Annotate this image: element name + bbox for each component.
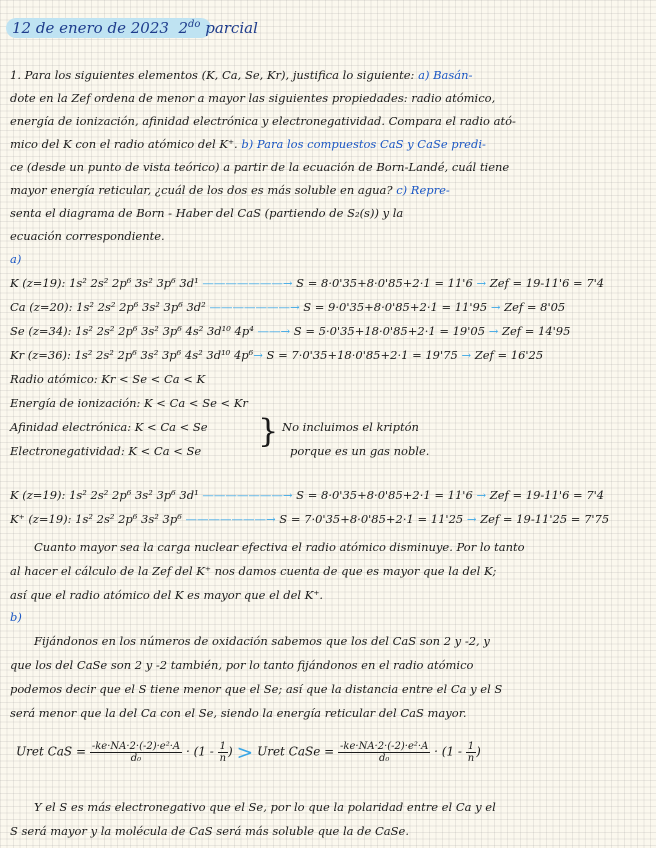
brace-icon: } (258, 412, 279, 450)
conclusion-line-1: Cuanto mayor sea la carga nuclear efectiva el radio atómico disminuye. Por lo tanto (34, 540, 525, 554)
b-paragraph-line-4: será menor que la del Ca con el Se, siendo la energía reticular del CaS mayor. (10, 706, 467, 720)
radio-order: Radio atómico: Kr < Se < Ca < K (10, 372, 206, 386)
config-row-ca: Ca (z=20): 1s² 2s² 2p⁶ 3s² 3p⁶ 3d² ———————→ S = 9·0'35+8·0'85+2·1 = 11'95 → Zef = 8'05 (10, 300, 566, 314)
arrow-icon: → (488, 324, 499, 338)
exam-label: parcial (205, 19, 258, 37)
question-line-6: mayor energía reticular, ¿cuál de los dos es más soluble en agua? c) Repre- (10, 183, 450, 197)
electronegativity-order: Electronegatividad: K < Ca < Se (10, 444, 202, 458)
greater-than-icon: > (236, 740, 254, 764)
section-b-label: b) (10, 610, 22, 624)
section-a-label: a) (10, 252, 22, 266)
question-line-4: mico del K con el radio atómico del K⁺. b) Para los compuestos CaS y CaSe predi- (10, 137, 486, 151)
final-line-2: S será mayor y la molécula de CaS será más soluble que la de CaSe. (10, 824, 409, 838)
krypton-note-1: No incluimos el kriptón (282, 420, 419, 434)
question-line-2: dote en la Zef ordena de menor a mayor las siguientes propiedades: radio atómico, (10, 91, 496, 105)
arrow-icon: → (476, 488, 487, 502)
arrow-icon: → (461, 348, 472, 362)
arrow-icon: → (490, 300, 501, 314)
arrow-icon: → (466, 512, 477, 526)
question-line-5: ce (desde un punto de vista teórico) a partir de la ecuación de Born-Landé, cuál tiene (10, 160, 510, 174)
fraction-cas: $\frac{\text{-ke·NA·2·(-2)·e²·A}}{\text{d₀}}$ (91, 740, 181, 764)
compare-row-k-ion: K⁺ (z=19): 1s² 2s² 2p⁶ 3s² 3p⁶ ———————→ S = 7·0'35+8·0'85+2·1 = 11'25 → Zef = 19-11'25 = 7'75 (10, 512, 610, 526)
u-ret-cas-label: Uret CaS (16, 744, 73, 759)
question-part-a: a) Basán- (418, 68, 473, 82)
config-row-k: K (z=19): 1s² 2s² 2p⁶ 3s² 3p⁶ 3d¹ ———————→ S = 8·0'35+8·0'85+2·1 = 11'6 → Zef = 19-11'6 = 7'4 (10, 276, 605, 290)
config-row-kr: Kr (z=36): 1s² 2s² 2p⁶ 3s² 3p⁶ 4s² 3d¹⁰ 4p⁶→ S = 7·0'35+18·0'85+2·1 = 19'75 → Zef = 16'25 (10, 348, 544, 362)
arrow-icon: ———————→ (185, 512, 276, 526)
compare-row-k: K (z=19): 1s² 2s² 2p⁶ 3s² 3p⁶ 3d¹ ———————→ S = 8·0'35+8·0'85+2·1 = 11'6 → Zef = 19-11'6 = 7'4 (10, 488, 605, 502)
affinity-order: Afinidad electrónica: K < Ca < Se (10, 420, 208, 434)
u-ret-case-label: Uret CaSe (257, 744, 321, 759)
b-paragraph-line-1: Fijándonos en los números de oxidación sabemos que los del CaS son 2 y -2, y (34, 634, 490, 648)
question-part-c: c) Repre- (396, 183, 450, 197)
conclusion-line-2: al hacer el cálculo de la Zef del K⁺ nos damos cuenta de que es mayor que la del K; (10, 564, 497, 578)
question-line-1: 1. Para los siguientes elementos (K, Ca, Se, Kr), justifica lo siguiente: a) Basán- (10, 68, 473, 82)
question-line-7: senta el diagrama de Born - Haber del CaS (partiendo de S₂(s)) y la (10, 206, 404, 220)
born-lande-comparison: Uret CaS = $\frac{\text{-ke·NA·2·(-2)·e²·A}}{\text{d₀}}$ · (1 - $\frac{1}{n}$ ) > Uret CaSe = $\frac{\text{-ke·NA·2·(-2)·e²·A}}{\text{d₀}}$ · (1 - $\frac{1}{n}$ ) (16, 740, 481, 764)
question-line-3: energía de ionización, afinidad electrónica y electronegatividad. Compara el radio ató- (10, 114, 516, 128)
fraction-n-cas: $\frac{1}{n}$ (219, 740, 227, 764)
question-line-8: ecuación correspondiente. (10, 229, 165, 243)
b-paragraph-line-3: podemos decir que el S tiene menor que el Se; así que la distancia entre el Ca y el S (10, 682, 503, 696)
arrow-icon: ———————→ (209, 300, 300, 314)
exam-number-sup: do (188, 19, 201, 30)
exam-date: 12 de enero de 2023 (12, 19, 169, 37)
exam-number: 2 (178, 19, 189, 37)
arrow-icon: ———————→ (202, 276, 293, 290)
final-line-1: Y el S es más electronegativo que el Se, por lo que la polaridad entre el Ca y el (34, 800, 496, 814)
ionization-order: Energía de ionización: K < Ca < Se < Kr (10, 396, 248, 410)
krypton-note-2: porque es un gas noble. (290, 444, 430, 458)
config-row-se: Se (z=34): 1s² 2s² 2p⁶ 3s² 3p⁶ 4s² 3d¹⁰ 4p⁴ ——→ S = 5·0'35+18·0'85+2·1 = 19'05 → Zef = 14'95 (10, 324, 571, 338)
question-part-b: b) Para los compuestos CaS y CaSe predi- (241, 137, 486, 151)
b-paragraph-line-2: que los del CaSe son 2 y -2 también, por lo tanto fijándonos en el radio atómico (10, 658, 474, 672)
arrow-icon: ———————→ (202, 488, 293, 502)
page-title (12, 19, 258, 37)
arrow-icon: ——→ (257, 324, 291, 338)
fraction-case: $\frac{\text{-ke·NA·2·(-2)·e²·A}}{\text{d₀}}$ (340, 740, 429, 764)
fraction-n-case: $\frac{1}{n}$ (467, 740, 475, 764)
conclusion-line-3: así que el radio atómico del K es mayor que el del K⁺. (10, 588, 324, 602)
arrow-icon: → (476, 276, 487, 290)
arrow-icon: → (253, 348, 263, 362)
